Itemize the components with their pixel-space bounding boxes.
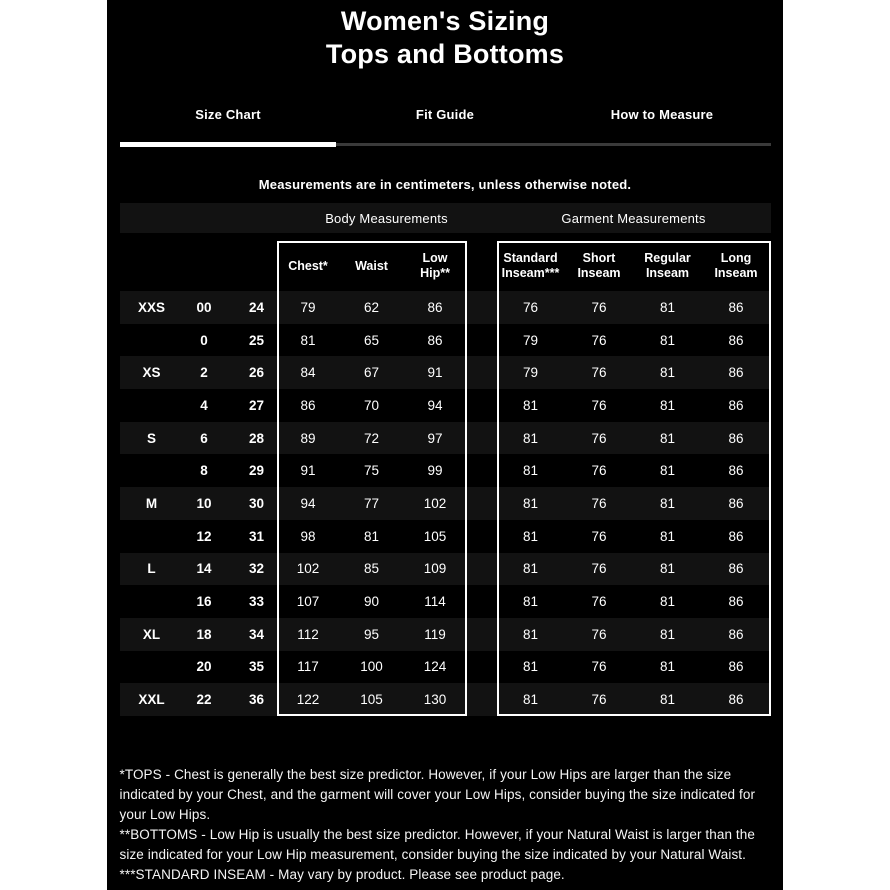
cell-long-inseam: 86 [728, 365, 744, 381]
cell-low-hip: 114 [424, 594, 446, 610]
cell-regular-inseam: 81 [659, 299, 676, 315]
cell-regular-inseam: 81 [659, 659, 676, 675]
cell-waist: 100 [360, 659, 383, 675]
group-header-body: Body Measurements [325, 210, 448, 226]
cell-waist: 85 [363, 561, 380, 577]
cell-long-inseam: 86 [728, 463, 744, 479]
cell-waist: 65 [363, 332, 380, 348]
cell-short-inseam: 76 [591, 397, 607, 413]
cell-short-inseam: 76 [591, 495, 607, 511]
cell-size-alpha: L [147, 561, 156, 577]
cell-standard-inseam: 81 [522, 626, 539, 642]
cell-size-num: 22 [196, 692, 212, 708]
cell-size-num: 2 [200, 365, 208, 381]
cell-short-inseam: 76 [591, 299, 607, 315]
col-header-regular-inseam: Regular Inseam [644, 251, 691, 280]
cell-long-inseam: 86 [728, 495, 744, 511]
cell-size-alpha: S [146, 430, 156, 446]
table-row [120, 553, 771, 586]
page-title-line2: Tops and Bottoms [325, 39, 565, 69]
cell-size-num2: 28 [248, 430, 265, 446]
cell-waist: 75 [363, 463, 380, 479]
cell-short-inseam: 76 [591, 528, 607, 544]
cell-regular-inseam: 81 [659, 332, 676, 348]
footnotes [120, 765, 771, 885]
cell-low-hip: 119 [424, 626, 446, 642]
cell-chest: 81 [300, 332, 316, 348]
cell-size-num2: 30 [248, 495, 265, 511]
cell-size-num: 4 [200, 397, 208, 413]
cell-waist: 95 [363, 626, 380, 642]
size-chart-content [120, 0, 771, 885]
cell-short-inseam: 76 [591, 626, 607, 642]
cell-size-num2: 24 [248, 299, 265, 315]
cell-waist: 90 [363, 594, 380, 610]
cell-low-hip: 102 [423, 495, 447, 511]
measurement-unit-note: Measurements are in centimeters, unless otherwise noted. [258, 177, 632, 192]
col-header-standard-inseam: Standard Inseam*** [501, 251, 560, 280]
table-row [120, 291, 771, 324]
cell-size-num2: 29 [248, 463, 265, 479]
table-row [120, 454, 771, 487]
table-row [120, 520, 771, 553]
cell-size-num: 8 [200, 463, 208, 479]
cell-size-num2: 35 [248, 659, 265, 675]
tab-bar [120, 107, 771, 123]
table-row [120, 585, 771, 618]
cell-short-inseam: 76 [591, 594, 607, 610]
tab-fit-guide[interactable]: Fit Guide [337, 107, 554, 123]
cell-standard-inseam: 81 [522, 430, 539, 446]
footnote-bottoms: **BOTTOMS - Low Hip is usually the best size predictor. However, if your Natural Waist is larger than the size indicated for your Low Hip measurement, consider buying the size indicated by your Natural Waist. [119, 826, 755, 862]
cell-long-inseam: 86 [728, 659, 744, 675]
cell-chest: 79 [300, 299, 316, 315]
cell-size-num2: 32 [248, 561, 265, 577]
cell-standard-inseam: 79 [522, 365, 539, 381]
size-table [120, 241, 771, 716]
cell-low-hip: 109 [423, 561, 447, 577]
cell-size-alpha: XXS [137, 299, 165, 315]
cell-standard-inseam: 81 [522, 495, 539, 511]
cell-waist: 105 [360, 692, 383, 708]
cell-waist: 62 [363, 299, 380, 315]
cell-size-alpha: XS [142, 365, 161, 381]
cell-long-inseam: 86 [728, 594, 744, 610]
table-row [120, 683, 771, 716]
cell-size-num: 12 [196, 528, 212, 544]
cell-long-inseam: 86 [728, 397, 744, 413]
cell-short-inseam: 76 [591, 430, 607, 446]
cell-waist: 77 [363, 495, 380, 511]
page-title [120, 0, 771, 71]
cell-standard-inseam: 81 [522, 692, 539, 708]
column-header-row [120, 241, 771, 291]
cell-size-num: 20 [196, 659, 212, 675]
cell-low-hip: 94 [427, 397, 443, 413]
cell-standard-inseam: 81 [522, 463, 539, 479]
cell-short-inseam: 76 [591, 561, 607, 577]
cell-short-inseam: 76 [591, 692, 607, 708]
cell-chest: 107 [296, 594, 320, 610]
size-chart-panel [107, 0, 783, 890]
table-row [120, 324, 771, 357]
cell-regular-inseam: 81 [659, 626, 676, 642]
cell-long-inseam: 86 [728, 430, 744, 446]
footnote-standard-inseam: ***STANDARD INSEAM - May vary by product. Please see product page. [119, 866, 565, 882]
cell-low-hip: 97 [427, 430, 443, 446]
cell-long-inseam: 86 [728, 626, 744, 642]
group-header-garment: Garment Measurements [561, 210, 706, 226]
cell-low-hip: 91 [427, 365, 443, 381]
col-header-waist: Waist [355, 258, 388, 273]
cell-size-num2: 26 [248, 365, 265, 381]
cell-standard-inseam: 81 [522, 397, 539, 413]
table-row [120, 356, 771, 389]
cell-chest: 117 [297, 659, 319, 675]
table-row [120, 618, 771, 651]
cell-standard-inseam: 81 [522, 594, 539, 610]
cell-size-alpha: XXL [138, 692, 165, 708]
cell-size-num: 16 [196, 594, 212, 610]
col-header-long-inseam: Long Inseam [714, 251, 758, 280]
footnote-tops: *TOPS - Chest is generally the best size predictor. However, if your Low Hips are larger than the size indicated by your Chest, and the garment will cover your Low Hips, consider buying the size indicated for your Low Hips. [119, 766, 756, 822]
cell-standard-inseam: 81 [522, 659, 539, 675]
cell-size-num: 6 [200, 430, 208, 446]
col-header-low-hip: Low Hip** [420, 251, 450, 280]
cell-size-num2: 36 [248, 692, 265, 708]
cell-standard-inseam: 76 [522, 299, 539, 315]
cell-low-hip: 86 [427, 299, 443, 315]
cell-regular-inseam: 81 [659, 397, 676, 413]
cell-chest: 94 [300, 495, 316, 511]
cell-regular-inseam: 81 [659, 528, 676, 544]
cell-chest: 102 [296, 561, 320, 577]
cell-size-alpha: XL [142, 626, 161, 642]
cell-chest: 98 [300, 528, 316, 544]
tab-size-chart[interactable]: Size Chart [120, 107, 337, 123]
cell-low-hip: 99 [427, 463, 443, 479]
cell-short-inseam: 76 [591, 659, 607, 675]
table-rows [120, 291, 771, 716]
cell-size-num: 0 [200, 332, 208, 348]
cell-size-num2: 31 [248, 528, 265, 544]
tab-active-indicator [120, 142, 337, 147]
table-row [120, 389, 771, 422]
cell-low-hip: 105 [423, 528, 447, 544]
cell-chest: 91 [300, 463, 316, 479]
cell-short-inseam: 76 [591, 463, 607, 479]
cell-low-hip: 86 [427, 332, 443, 348]
cell-regular-inseam: 81 [659, 495, 676, 511]
cell-size-num2: 33 [248, 594, 265, 610]
cell-chest: 89 [300, 430, 316, 446]
cell-waist: 81 [363, 528, 380, 544]
table-row [120, 422, 771, 455]
page-title-line1: Women's Sizing [340, 6, 550, 36]
col-header-short-inseam: Short Inseam [577, 251, 621, 280]
tab-underline-track [120, 142, 771, 147]
cell-regular-inseam: 81 [659, 692, 676, 708]
cell-long-inseam: 86 [728, 332, 744, 348]
cell-size-num: 14 [196, 561, 212, 577]
cell-chest: 84 [300, 365, 316, 381]
cell-regular-inseam: 81 [659, 594, 676, 610]
cell-size-num: 00 [196, 299, 212, 315]
cell-standard-inseam: 79 [522, 332, 539, 348]
cell-waist: 67 [363, 365, 380, 381]
table-row [120, 487, 771, 520]
cell-low-hip: 124 [423, 659, 447, 675]
measurement-group-header-row [120, 203, 771, 233]
cell-chest: 122 [296, 692, 320, 708]
cell-regular-inseam: 81 [659, 365, 676, 381]
table-row [120, 651, 771, 684]
cell-regular-inseam: 81 [659, 430, 676, 446]
cell-waist: 72 [363, 430, 380, 446]
cell-regular-inseam: 81 [659, 561, 676, 577]
cell-size-num: 18 [196, 626, 212, 642]
cell-regular-inseam: 81 [659, 463, 676, 479]
cell-standard-inseam: 81 [522, 561, 539, 577]
cell-long-inseam: 86 [728, 561, 744, 577]
cell-size-num2: 34 [248, 626, 265, 642]
cell-long-inseam: 86 [728, 299, 744, 315]
cell-size-num2: 25 [248, 332, 265, 348]
cell-low-hip: 130 [423, 692, 447, 708]
cell-chest: 86 [300, 397, 316, 413]
cell-chest: 112 [297, 626, 319, 642]
cell-size-alpha: M [145, 495, 158, 511]
col-header-chest: Chest* [288, 258, 328, 273]
cell-short-inseam: 76 [591, 365, 607, 381]
cell-long-inseam: 86 [728, 528, 744, 544]
cell-size-num2: 27 [248, 397, 265, 413]
cell-standard-inseam: 81 [522, 528, 539, 544]
tab-how-to-measure[interactable]: How to Measure [554, 107, 771, 123]
cell-waist: 70 [363, 397, 380, 413]
cell-size-num: 10 [196, 495, 212, 511]
cell-long-inseam: 86 [728, 692, 744, 708]
cell-short-inseam: 76 [591, 332, 607, 348]
